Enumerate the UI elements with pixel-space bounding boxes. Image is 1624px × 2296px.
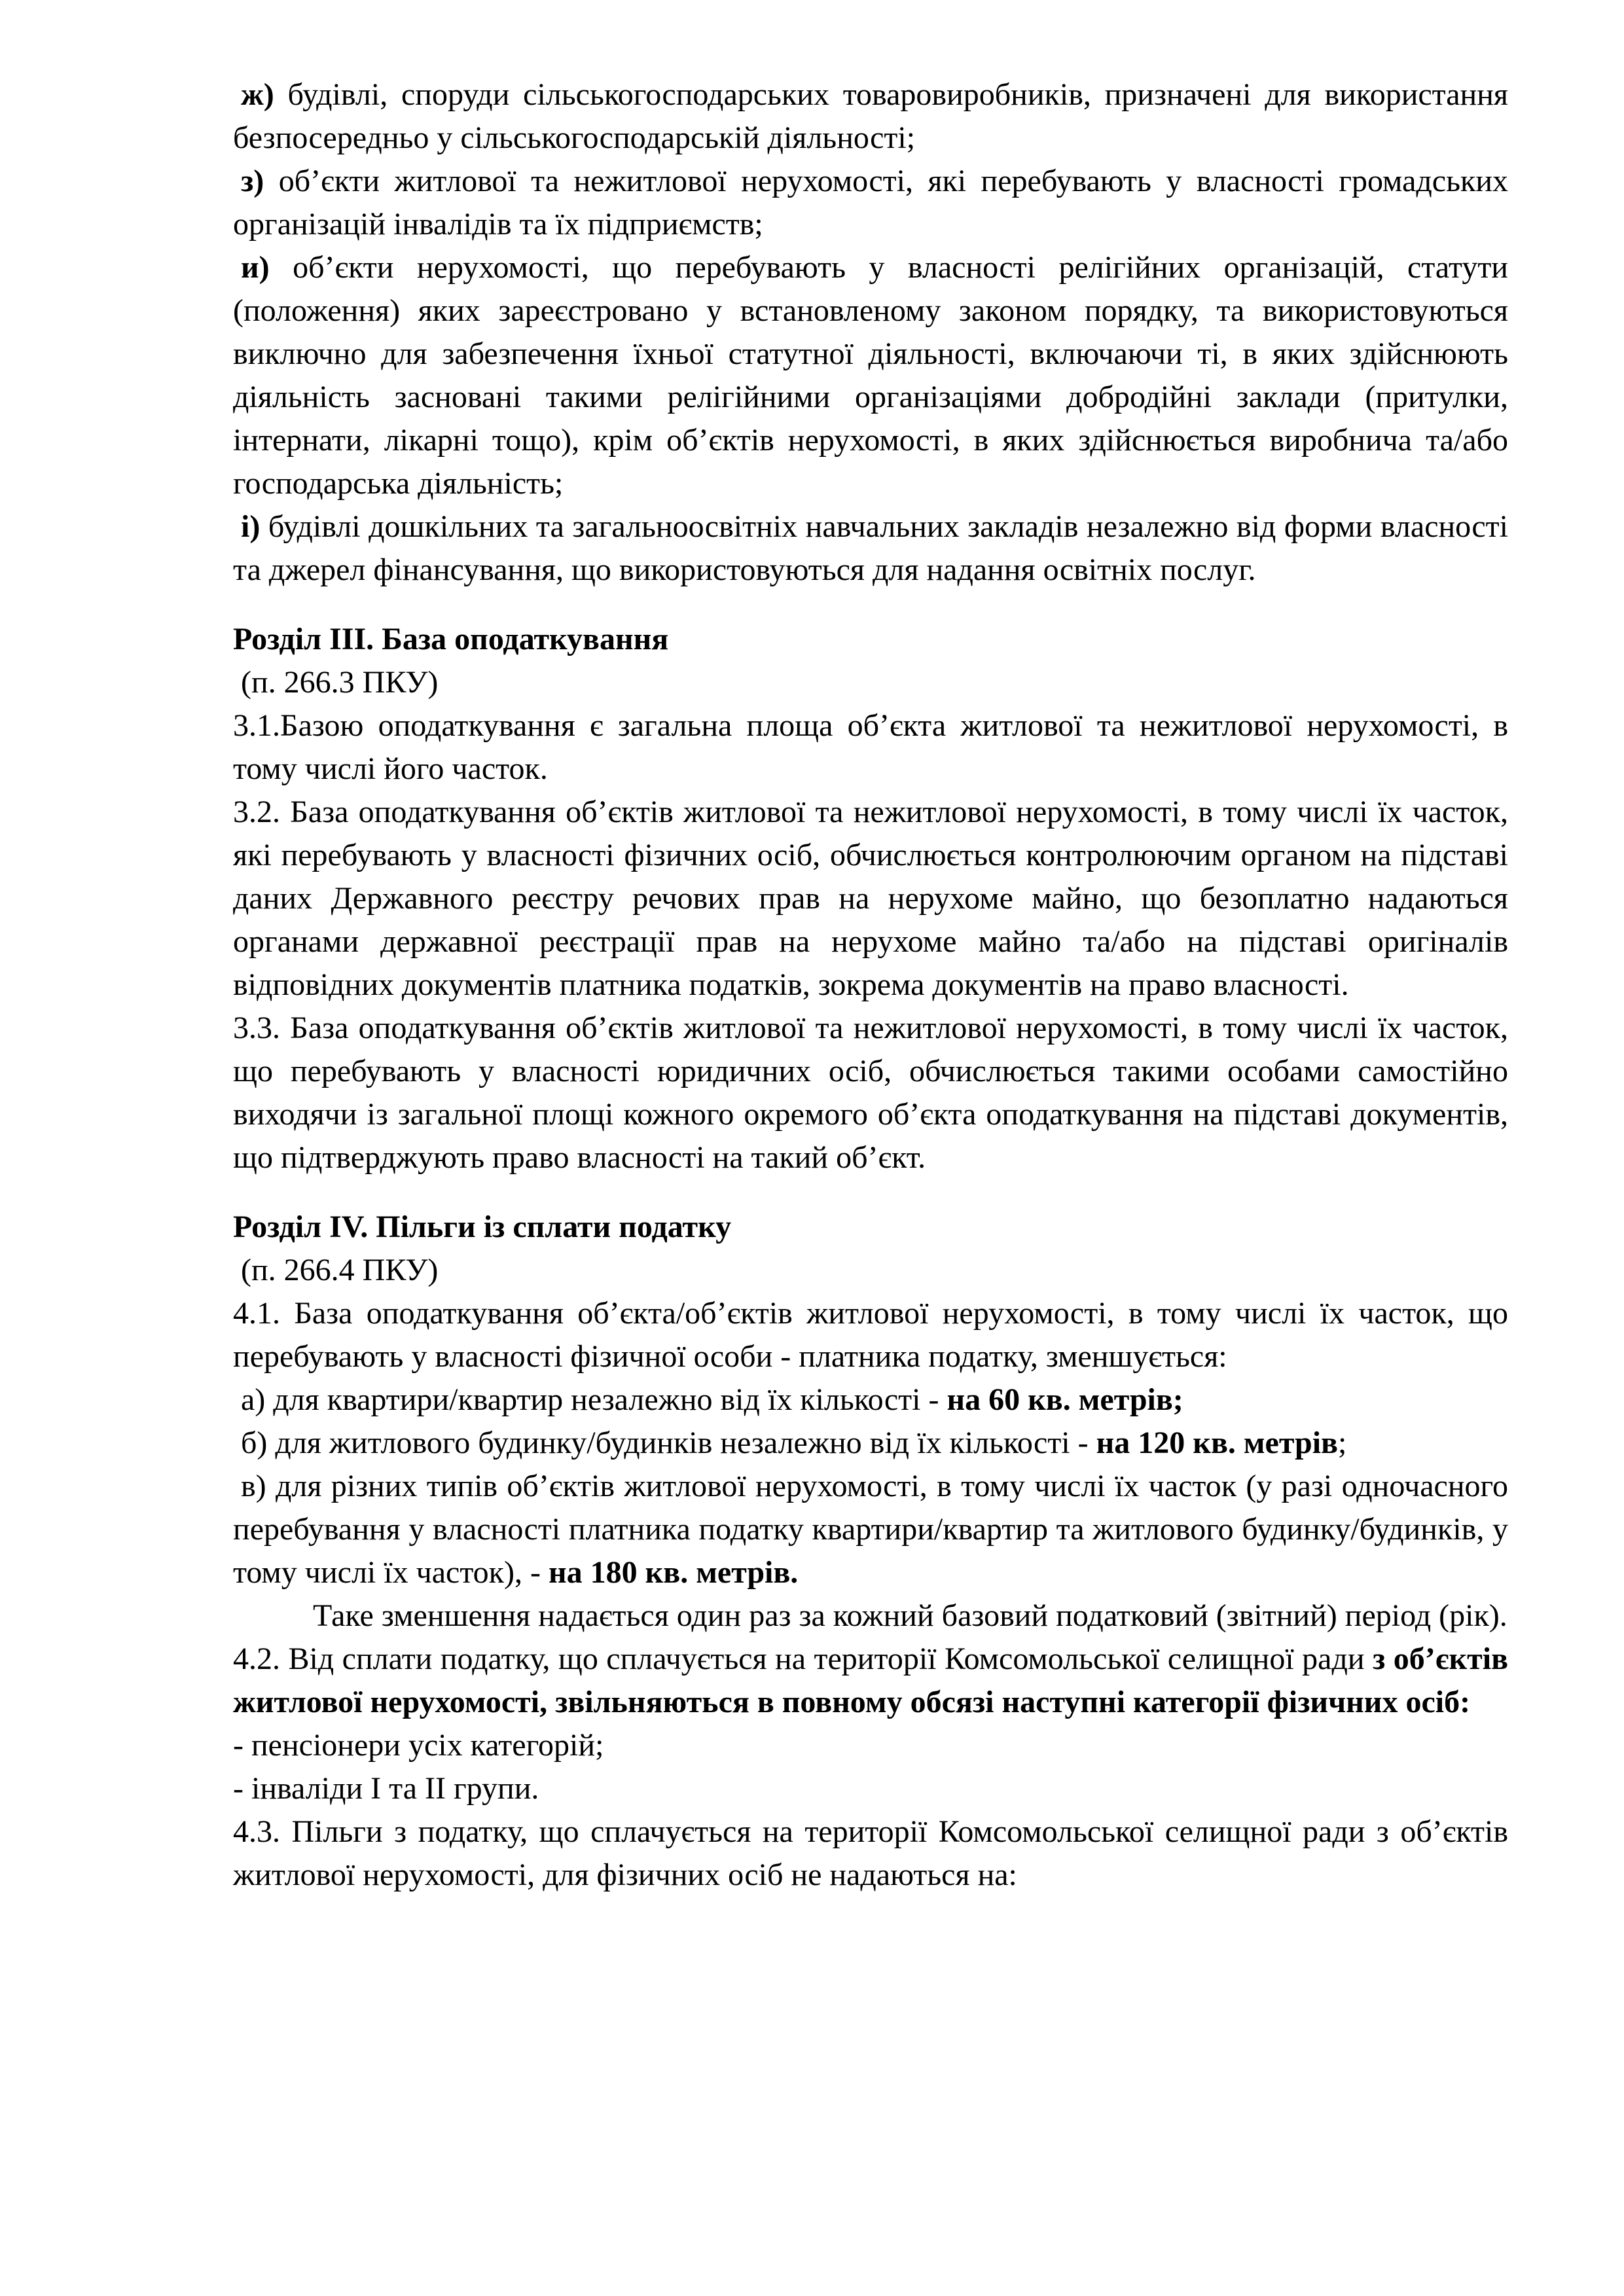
paragraph-3-1: 3.1.Базою оподаткування є загальна площа об’єкта житлової та нежитлової нерухомості, в тому числі його часток. [233, 708, 1508, 786]
list-item-b [233, 1422, 1508, 1465]
list-item-i [233, 505, 1508, 592]
list-item-emphasis: на 180 кв. метрів. [548, 1555, 799, 1590]
list-marker: з) [241, 164, 264, 198]
list-item-a [233, 1378, 1508, 1422]
paragraph-4-3: 4.3. Пільги з податку, що сплачується на території Комсомольської селищної ради з об’єктів житлової нерухомості, для фізичних осіб не надаються на: [233, 1814, 1508, 1892]
list-item-emphasis: на 60 кв. метрів; [947, 1382, 1183, 1417]
list-marker: ж) [241, 77, 274, 112]
list-marker: і) [241, 509, 261, 544]
list-marker: и) [241, 250, 270, 285]
section-4-reference: (п. 266.4 ПКУ) [241, 1253, 439, 1287]
list-item-text: об’єкти нерухомості, що перебувають у власності релігійних організацій, статути (положення) яких зареєстровано у встановленому законом порядку, та використовуються виключно для забезпечення їхньої статутної діяльності, включаючи ті, в яких здійснюють діяльність засновані такими релігійними організаціями добродійні заклади (притулки, інтернати, лікарні тощо), крім об’єктів нерухомості, в яких здійснюється виробнича та/або господарська діяльність; [233, 250, 1508, 501]
paragraph-text: 4.2. Від сплати податку, що сплачується на території Комсомольської селищної ради [233, 1641, 1373, 1676]
list-item-text: об’єкти житлової та нежитлової нерухомості, які перебувають у власності громадських організацій інвалідів та їх підприємств; [233, 164, 1508, 242]
list-item-y [233, 246, 1508, 505]
paragraph-emphasis: з об’єктів житлової нерухомості, звільняються в повному обсязі наступні категорії фізичних осіб: [233, 1641, 1508, 1719]
list-item-v [233, 1465, 1508, 1594]
paragraph-3-2: 3.2. База оподаткування об’єктів житлової та нежитлової нерухомості, в тому числі їх часток, які перебувають у власності фізичних осіб, обчислюється контролюючим органом на підставі даних Державного реєстру речових прав на нерухоме майно, що безоплатно надаються органами державної реєстрації прав на нерухоме майно та/або на підставі оригіналів відповідних документів платника податків, зокрема документів на право власності. [233, 795, 1508, 1002]
list-item-text: будівлі дошкільних та загальноосвітніх навчальних закладів незалежно від форми власності та джерел фінансування, що використовуються для надання освітніх послуг. [233, 509, 1508, 587]
list-item-z [233, 160, 1508, 246]
list-item-zh [233, 73, 1508, 160]
paragraph-reduction: Таке зменшення надається один раз за кожний базовий податковий (звітний) період (рік). [313, 1598, 1507, 1633]
section-3-reference: (п. 266.3 ПКУ) [241, 665, 439, 700]
paragraph-4-1: 4.1. База оподаткування об’єкта/об’єктів житлової нерухомості, в тому числі їх часток, що перебувають у власності фізичної особи - платника податку, зменшується: [233, 1296, 1508, 1374]
list-item-text: б) для житлового будинку/будинків незалежно від їх кількості - [241, 1426, 1096, 1460]
section-4-heading: Розділ ІV. Пільги із сплати податку [233, 1210, 732, 1244]
dash-item-disabled: - інваліди І та ІІ групи. [233, 1771, 539, 1806]
paragraph-4-2 [233, 1638, 1508, 1724]
paragraph-3-3: 3.3. База оподаткування об’єктів житлової та нежитлової нерухомості, в тому числі їх часток, що перебувають у власності юридичних осіб, обчислюється такими особами самостійно виходячи із загальної площі кожного окремого об’єкта оподаткування на підставі документів, що підтверджують право власності на такий об’єкт. [233, 1011, 1508, 1175]
list-item-end: ; [1337, 1426, 1347, 1460]
document-page [233, 73, 1508, 1897]
list-item-text: в) для різних типів об’єктів житлової нерухомості, в тому числі їх часток (у разі одночасного перебування у власності платника податку квартири/квартир та житлового будинку/будинків, у тому числі їх часток), - [233, 1469, 1508, 1590]
section-3-heading: Розділ ІІІ. База оподаткування [233, 622, 669, 656]
list-item-text: а) для квартири/квартир незалежно від їх кількості - [241, 1382, 947, 1417]
list-item-text: будівлі, споруди сільськогосподарських товаровиробників, призначені для використання безпосередньо у сільськогосподарській діяльності; [233, 77, 1508, 155]
list-item-emphasis: на 120 кв. метрів [1096, 1426, 1338, 1460]
dash-item-pensioners: - пенсіонери усіх категорій; [233, 1728, 604, 1763]
